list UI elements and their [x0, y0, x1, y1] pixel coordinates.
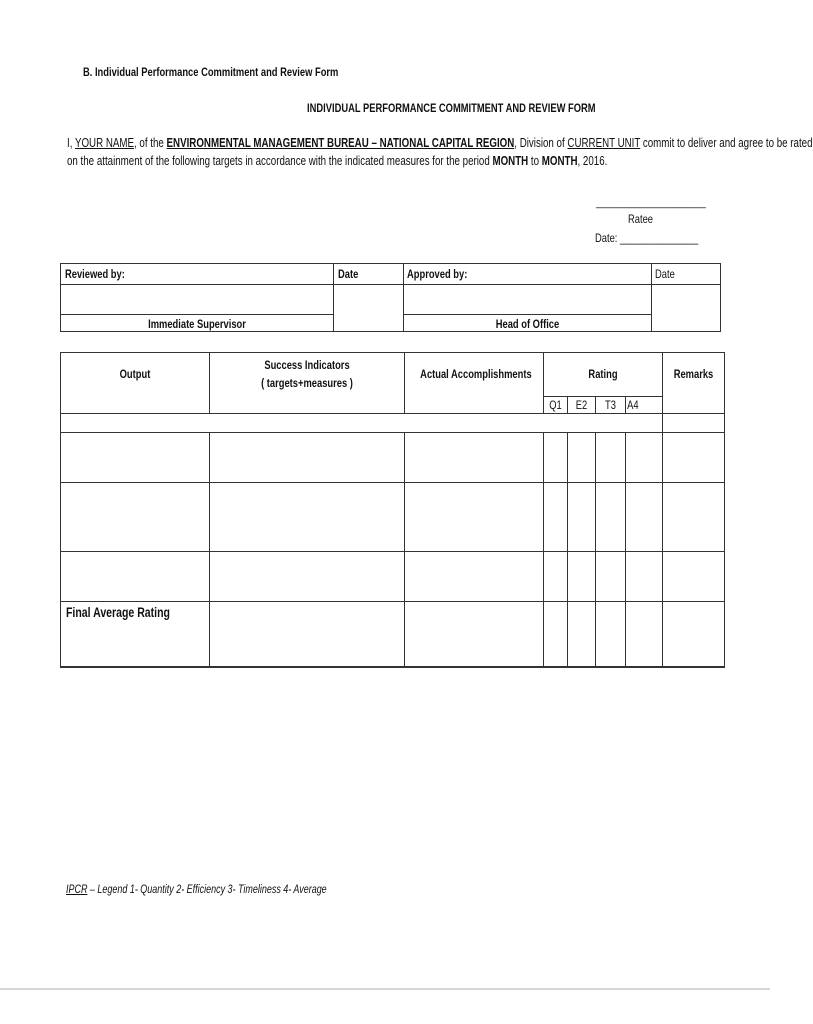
- section-heading: B. Individual Performance Commitment and Review Form: [83, 65, 339, 79]
- ratee-date: Date: _______________: [595, 231, 699, 245]
- ratee-name: YOUR NAME: [74, 136, 135, 150]
- ipcr-legend: [66, 884, 327, 896]
- commitment-statement-line1: [67, 136, 813, 150]
- rating-q1-header: Q1: [549, 398, 562, 412]
- rating-e2-header: E2: [575, 398, 588, 412]
- rating-t3-header: T3: [605, 398, 616, 412]
- period-start-month: MONTH: [492, 154, 529, 168]
- statement-text: , Division of: [514, 136, 568, 150]
- ipcr-label: IPCR: [66, 884, 88, 896]
- rating-header: Rating: [588, 367, 618, 381]
- ratee-signature-line: _______________________: [596, 197, 706, 209]
- bureau-name: ENVIRONMENTAL MANAGEMENT BUREAU – NATIONAL CAPITAL REGION: [166, 136, 515, 150]
- actual-accomplishments-header: Actual Accomplishments: [420, 367, 532, 381]
- remarks-header: Remarks: [673, 367, 714, 381]
- final-average-rating-label: Final Average Rating: [66, 605, 170, 620]
- statement-text: I,: [67, 136, 75, 150]
- legend-text: – Legend 1- Quantity 2- Efficiency 3- Timeliness 4- Average: [87, 884, 327, 896]
- period-end-month: MONTH: [541, 154, 578, 168]
- output-header: Output: [119, 367, 151, 381]
- page-bottom-divider: [0, 988, 770, 990]
- rating-a4-header: A4: [627, 398, 639, 412]
- statement-text: on the attainment of the following targets in accordance with the indicated measures for the period: [67, 154, 493, 168]
- approval-date-label: Date: [655, 267, 675, 281]
- targets-measures-header: ( targets+measures ): [261, 376, 353, 390]
- statement-text: to: [528, 154, 542, 168]
- immediate-supervisor-label: Immediate Supervisor: [148, 317, 246, 331]
- reviewed-by-label: Reviewed by:: [65, 267, 125, 281]
- approved-by-label: Approved by:: [407, 267, 468, 281]
- period-year: , 2016.: [577, 154, 608, 168]
- review-date-label: Date: [338, 267, 359, 281]
- form-title: INDIVIDUAL PERFORMANCE COMMITMENT AND REVIEW FORM: [307, 101, 596, 115]
- current-unit: CURRENT UNIT: [567, 136, 641, 150]
- statement-text: commit to deliver and agree to be rated: [640, 136, 813, 150]
- commitment-statement-line2: [67, 154, 607, 168]
- success-indicators-header: Success Indicators: [264, 358, 350, 372]
- statement-text: , of the: [134, 136, 167, 150]
- head-of-office-label: Head of Office: [495, 317, 560, 331]
- ratee-label: Ratee: [628, 212, 653, 226]
